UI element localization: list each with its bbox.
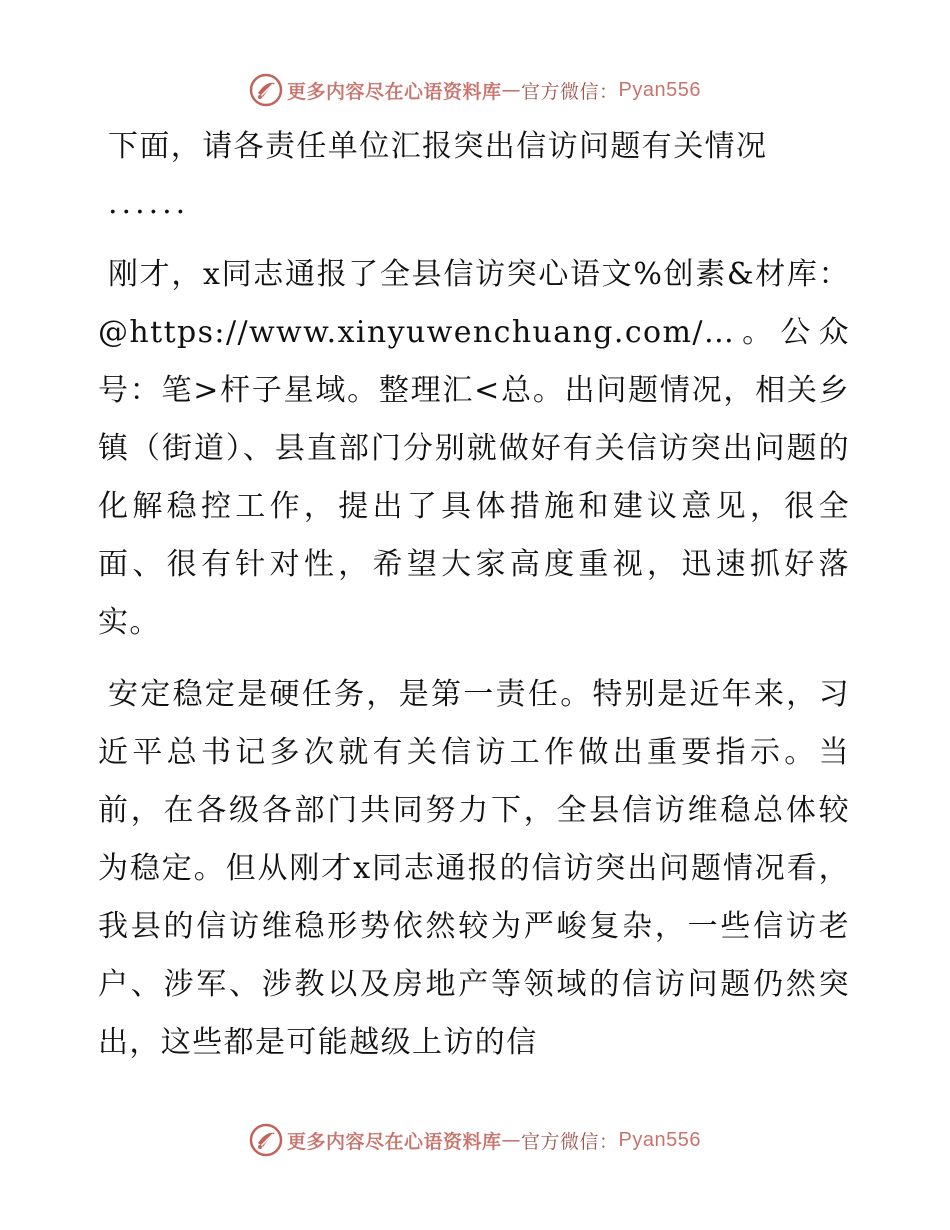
paragraph-ellipsis: ...... [108, 186, 190, 221]
book-quill-logo-icon [249, 73, 283, 107]
watermark-brand: 更多内容尽在心语资料库 [287, 1130, 502, 1153]
watermark-code: Pyan556 [618, 78, 701, 101]
footer-watermark [0, 1120, 950, 1160]
watermark-label: 官方微信： [521, 80, 619, 103]
header-watermark [0, 70, 950, 110]
watermark-code: Pyan556 [618, 1128, 701, 1151]
watermark-brand: 更多内容尽在心语资料库 [287, 80, 502, 103]
document-body [98, 118, 850, 1072]
watermark-label: 官方微信： [521, 1130, 619, 1153]
book-quill-logo-icon [249, 1123, 283, 1157]
paragraph-heading: 下面，请各责任单位汇报突出信访问题有关情况 [108, 129, 768, 164]
watermark-separator: — [501, 1129, 522, 1151]
watermark-separator: — [501, 79, 522, 101]
paragraph-stability: 安定稳定是硬任务，是第一责任。特别是近年来，习近平总书记多次就有关信访工作做出重要指示。当前，在各级各部门共同努力下，全县信访维稳总体较为稳定。但从刚才x同志通报的信访突出问题情况看，我县的信访维稳形势依然较为严峻复杂，一些信访老户、涉军、涉教以及房地产等领域的信访问题仍然突出，这些都是可能越级上访的信 [98, 677, 850, 1060]
paragraph-report: 刚才，x同志通报了全县信访突心语文%创素&材库：@https://www.xinyuwenchuang.com/…。公众号：笔>杆子星域。整理汇<总。出问题情况，相关乡镇（街道）、县直部门分别就做好有关信访突出问题的化解稳控工作，提出了具体措施和建议意见，很全面、很有针对性，希望大家高度重视，迅速抓好落实。 [98, 257, 850, 640]
